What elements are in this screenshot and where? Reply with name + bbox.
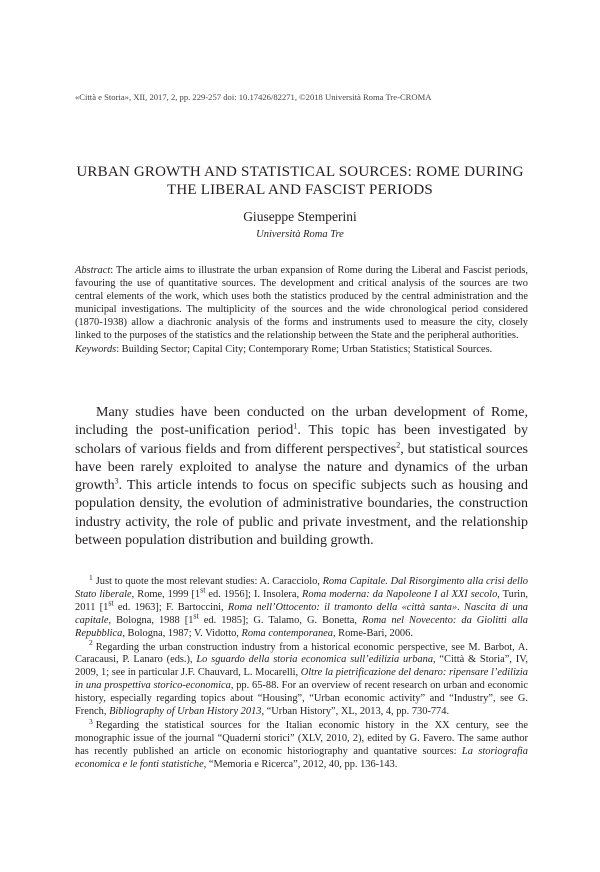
body-text-segment: . This article intends to focus on specific subjects such as housing and population density, the evolution of administrative boundaries, the construction industry activity, the role of public and private investment, and the relationship between population distribution and building growth. xyxy=(75,478,528,549)
footnote-text: , “Memoria e Ricerca”, 2012, 40, pp. 136-143. xyxy=(203,758,398,770)
footnote-text: , Rome-Bari, 2006. xyxy=(332,627,413,639)
footnote-citation-title: Roma nell’Ottocento: il tramonto della «città santa». Nascita di una capitale xyxy=(75,601,528,626)
footnote-citation-title: Roma contemporanea xyxy=(241,627,333,639)
footnote-1 xyxy=(75,572,529,641)
abstract-text: : The article aims to illustrate the urban expansion of Rome during the Liberal and Fascist periods, favouring the use of quantitative sources. The development and critical analysis of the sources are two central elements of the work, which uses both the statistics produced by the central administration and the municipal investigations. The multiplicity of the sources and the wide chronological period considered (1870-1938) allow a diachronic analysis of the forms and instruments used to measure the city, closely linked to the purposes of the statistics and the relationship between the State and the peripheral authorities. xyxy=(75,265,528,341)
footnote-number: 3 xyxy=(89,716,93,726)
footnote-citation-title: Roma moderna: da Napoleone I al XXI secolo xyxy=(302,588,498,600)
abstract-paragraph xyxy=(75,265,528,342)
footnote-text: , “Città & Storia”, IV, 2009, 1; see in particular J.F. Chauvard, L. Mocarelli, xyxy=(75,654,528,679)
footnote-text: , Rome, 1999 [1 xyxy=(131,588,201,600)
footnote-text: Regarding the urban construction industry from a historical economic perspective, see M. Barbot, A. Caracausi, P. Lanaro (eds.), xyxy=(75,641,528,666)
footnote-text: ed. 1985]; G. Talamo, G. Bonetta, xyxy=(198,614,363,626)
footnote-text: ed. 1956]; I. Insolera, xyxy=(205,588,303,600)
footnote-citation-title: Lo sguardo della storia economica sull’edilizia urbana xyxy=(196,654,434,666)
footnote-ref-2[interactable]: 2 xyxy=(396,439,401,449)
footnote-text: Regarding the statistical sources for the Italian economic history in the XX century, see the monographic issue of the journal “Quaderni storici” (XLV, 2010, 2), edited by G. Favero. The same author has recently published an article on economic historiography and quantative sources: xyxy=(75,719,528,757)
footnotes-section xyxy=(75,572,529,773)
running-head: «Città e Storia», XII, 2017, 2, pp. 229-257 doi: 10.17426/82271, ©2018 Università Roma Tre-CROMA xyxy=(75,92,432,102)
article-title: URBAN GROWTH AND STATISTICAL SOURCES: ROME DURING THE LIBERAL AND FASCIST PERIODS xyxy=(76,164,524,198)
ordinal-suffix: st xyxy=(108,598,114,608)
footnote-citation-title: La storiografia economica e le fonti statistiche xyxy=(75,745,528,770)
footnote-citation-title: Roma Capitale. Dal Risorgimento alla crisi dello Stato liberale xyxy=(75,576,528,600)
footnote-text: , “Urban History”, XL, 2013, 4, pp. 730-774. xyxy=(261,706,450,718)
body-text-segment: . This topic has been investigated by scholars of various fields and from different perspectives xyxy=(75,423,528,457)
author-name: Giuseppe Stemperini xyxy=(243,209,357,224)
body-text-segment: Many studies have been conducted on the urban development of Rome, including the post-unification period xyxy=(75,405,528,439)
footnote-number: 2 xyxy=(89,638,93,648)
footnote-text: , pp. 65-88. For an overview of recent research on urban and economic history, especially regarding topics about “Housing”, “Urban economic activity” and “Industry”, see G. French, xyxy=(75,680,528,718)
footnote-number: 1 xyxy=(89,572,93,582)
footnote-text: ed. 1963]; F. Bartoccini, xyxy=(113,601,228,613)
footnote-text: , Bologna, 1987; V. Vidotto, xyxy=(122,627,242,639)
keywords-label: Keywords xyxy=(75,344,117,356)
footnote-citation-title: Oltre la pietrificazione del denaro: ripensare l’edilizia in una prospettiva storico-economica xyxy=(75,667,529,692)
footnote-text: , Turin, 2011 [1 xyxy=(75,588,528,613)
footnote-citation-title: Bibliography of Urban History 2013 xyxy=(109,706,262,718)
body-text-segment: , but statistical sources have been rarely exploited to analyse the nature and dynamics of the urban growth xyxy=(75,441,528,494)
ordinal-suffix: st xyxy=(193,611,199,621)
ordinal-suffix: st xyxy=(200,585,206,595)
footnote-citation-title: Roma nel Novecento: da Giolitti alla Repubblica xyxy=(75,614,529,639)
body-paragraph xyxy=(75,404,528,550)
keywords-text: : Building Sector; Capital City; Contemporary Rome; Urban Statistics; Statistical Sources. xyxy=(116,344,493,356)
footnote-ref-3[interactable]: 3 xyxy=(114,476,119,486)
footnote-ref-1[interactable]: 1 xyxy=(293,421,298,431)
footnote-3 xyxy=(75,716,528,772)
abstract-label: Abstract xyxy=(75,265,111,276)
footnote-text: Just to quote the most relevant studies: A. Caracciolo, xyxy=(95,576,323,587)
footnote-2 xyxy=(75,638,529,719)
footnote-text: , Bologna, 1988 [1 xyxy=(108,614,194,626)
abstract-section xyxy=(75,265,528,357)
author-affiliation: Università Roma Tre xyxy=(256,229,344,240)
keywords-paragraph xyxy=(75,344,528,357)
